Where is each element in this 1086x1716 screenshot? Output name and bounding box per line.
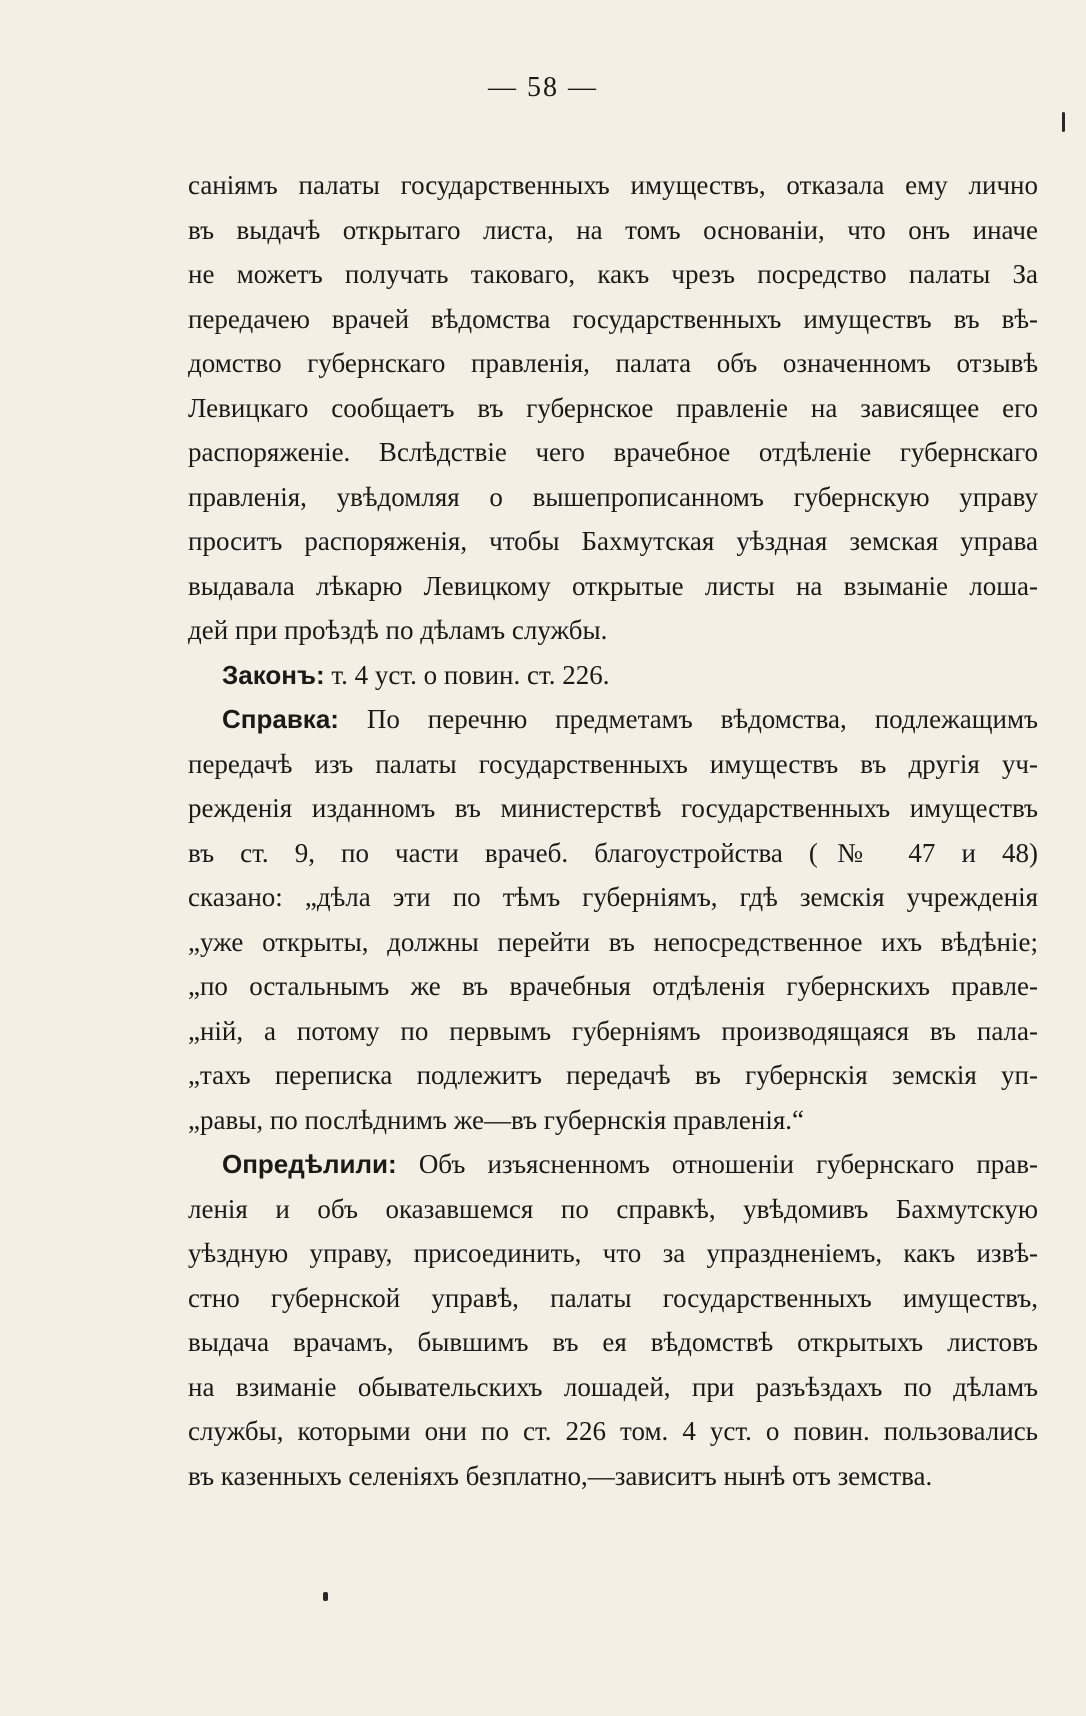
paragraph-line: передачею врачей вѣдомства государственныхъ имуществъ въ вѣ-: [188, 303, 1038, 334]
paragraph-line: передачѣ изъ палаты государственныхъ имуществъ въ другія уч-: [188, 748, 1038, 779]
body-text: [188, 163, 1038, 1498]
page-number: — 58 —: [488, 72, 598, 103]
law-line: [188, 653, 1038, 698]
paragraph-line: на взиманіе обывательскихъ лошадей, при разъѣздахъ по дѣламъ: [188, 1371, 1038, 1402]
paragraph-line: „уже открыты, должны перейти въ непосредственное ихъ вѣдѣніе;: [188, 926, 1038, 957]
paragraph-line: „по остальнымъ же въ врачебныя отдѣленія губернскихъ правле-: [188, 971, 1038, 1001]
paragraph-line: „равы, по послѣднимъ же—въ губернскія правленія.“: [188, 1104, 804, 1135]
paragraph-line: режденія изданномъ въ министерствѣ государственныхъ имуществъ: [188, 793, 1038, 823]
resolution-first-text: Объ изъясненномъ отношеніи губернскаго прав-: [418, 1149, 1038, 1179]
paragraph-line: въ ст. 9, по части врачеб. благоустройства (№ 47 и 48): [188, 837, 1038, 868]
reference-label: Справка:: [222, 704, 339, 734]
paragraph-line: ленія и объ оказавшемся по справкѣ, увѣдомивъ Бахмутскую: [188, 1193, 1038, 1224]
paragraph-line: не можетъ получать таковаго, какъ чрезъ посредство палаты За: [188, 259, 1038, 289]
reference-first-text: По перечню предметамъ вѣдомства, подлежащимъ: [366, 704, 1039, 734]
paragraph-line: правленія, увѣдомляя о вышепрописанномъ губернскую управу: [188, 481, 1038, 512]
paragraph-line: саніямъ палаты государственныхъ имуществъ, отказала ему лично: [188, 170, 1038, 200]
reference-first-line: [188, 697, 1038, 742]
paragraph-line: „тахъ переписка подлежитъ передачѣ въ губернскія земскія уп-: [188, 1060, 1038, 1090]
paragraph-line: выдавала лѣкарю Левицкому открытые листы на взыманіе лоша-: [188, 570, 1038, 601]
paragraph-line: въ выдачѣ открытаго листа, на томъ основаніи, что онъ иначе: [188, 214, 1038, 245]
law-text: т. 4 уст. о повин. ст. 226.: [331, 659, 610, 690]
paragraph-line: домство губернскаго правленія, палата объ означенномъ отзывѣ: [188, 348, 1038, 378]
paragraph-line: дей при проѣздѣ по дѣламъ службы.: [188, 615, 608, 645]
resolution-label: Опредѣлили:: [222, 1149, 397, 1179]
law-label: Законъ:: [222, 659, 325, 690]
paragraph-line: проситъ распоряженія, чтобы Бахмутская уѣздная земская управа: [188, 526, 1038, 556]
paragraph-line: сказано: „дѣла эти по тѣмъ губерніямъ, гдѣ земскія учрежденія: [188, 882, 1038, 912]
paragraph-line: въ казенныхъ селеніяхъ безплатно,—зависитъ нынѣ отъ земства.: [188, 1460, 933, 1491]
paragraph-line: службы, которыми они по ст. 226 том. 4 уст. о повин. пользовались: [188, 1416, 1038, 1446]
paragraph-line: выдача врачамъ, бывшимъ въ ея вѣдомствѣ открытыхъ листовъ: [188, 1327, 1038, 1357]
paragraph-line: стно губернской управѣ, палаты государственныхъ имуществъ,: [188, 1282, 1038, 1313]
resolution-first-line: [188, 1142, 1038, 1187]
paragraph-line: Левицкаго сообщаетъ въ губернское правленіе на зависящее его: [188, 392, 1038, 423]
paragraph-line: „ній, а потому по первымъ губерніямъ производящаяся въ пала-: [188, 1015, 1038, 1046]
paragraph-line: распоряженіе. Вслѣдствіе чего врачебное отдѣленіе губернскаго: [188, 437, 1038, 467]
ink-speck: [323, 1592, 328, 1601]
paper-speck: [1062, 112, 1065, 132]
paragraph-line: уѣздную управу, присоединить, что за упраздненіемъ, какъ извѣ-: [188, 1238, 1038, 1268]
